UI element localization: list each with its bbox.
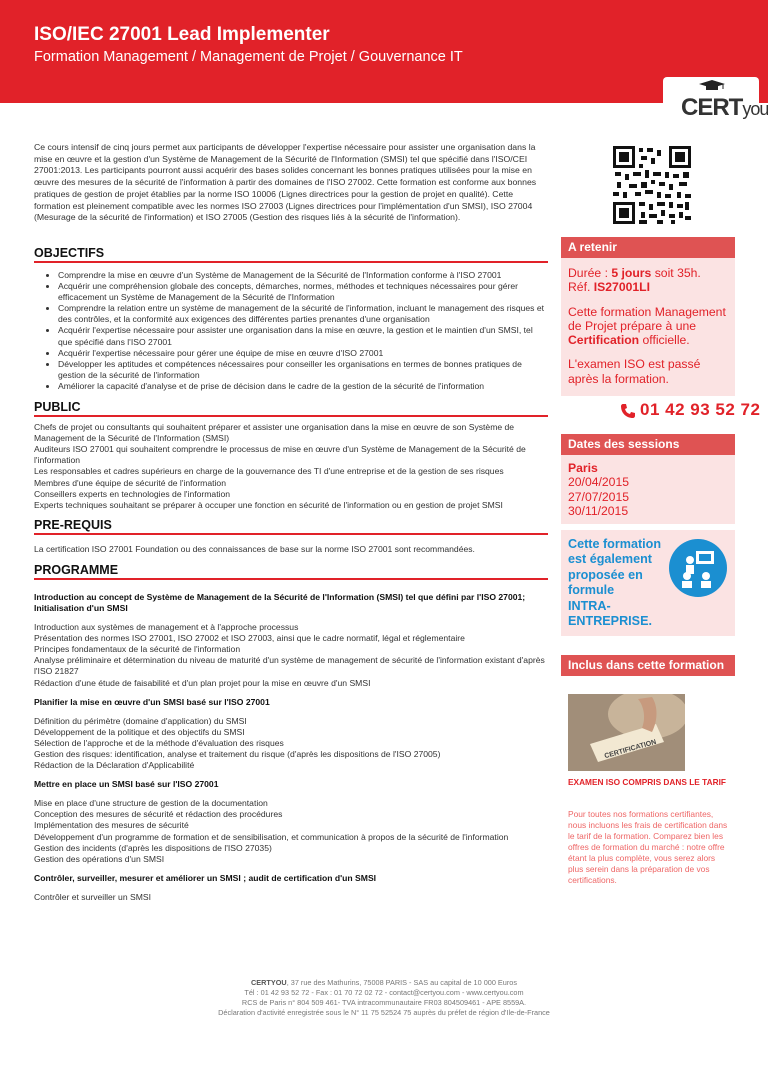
session-city: Paris bbox=[568, 461, 598, 475]
programme-line: Analyse préliminaire et détermination du niveau de maturité d'un système de management de sécurité de l'information existant d'après l'ISO 21827 bbox=[34, 655, 545, 677]
training-group-icon bbox=[668, 538, 728, 598]
page-header bbox=[0, 0, 768, 103]
svg-text:CERTIFICATION: CERTIFICATION bbox=[603, 738, 658, 761]
programme-section-title: Introduction au concept de Système de Management de la Sécurité de l'Information (SMSI) tel que défini par l'ISO 27001; Initialisation d'un SMSI bbox=[34, 591, 526, 613]
retenir-body bbox=[561, 258, 735, 396]
programme-section-title: Planifier la mise en œuvre d'un SMSI basé sur l'ISO 27001 bbox=[34, 696, 270, 707]
main-content bbox=[34, 246, 548, 903]
list-item: • Comprendre la relation entre un système de management de la sécurité de l'information, incluant le management des risques et des contrôles, et la conformité aux exigences des différentes parties prenantes d'une organisation bbox=[58, 303, 548, 325]
objectifs-heading: OBJECTIFS bbox=[34, 246, 548, 263]
programme-line: Gestion des incidents (d'après les dispositions de l'ISO 27035) bbox=[34, 842, 272, 853]
list-item: • Acquérir l'expertise nécessaire pour gérer une équipe de mise en œuvre d'ISO 27001 bbox=[58, 348, 548, 359]
duree-line: Durée : 5 jours soit 35h. bbox=[568, 266, 701, 280]
exam-note: L'examen ISO est passé après la formation. bbox=[568, 357, 701, 386]
course-title: ISO/IEC 27001 Lead Implementer bbox=[34, 24, 330, 45]
programme-line: Rédaction de la Déclaration d'Applicabilité bbox=[34, 760, 195, 771]
session-date[interactable]: 20/04/2015 bbox=[568, 475, 629, 490]
programme-section-title: Mettre en place un SMSI basé sur l'ISO 27001 bbox=[34, 779, 219, 790]
programme-line: Définition du périmètre (domaine d'application) du SMSI bbox=[34, 715, 247, 726]
programme-line: Implémentation des mesures de sécurité bbox=[34, 820, 189, 831]
intra-panel bbox=[561, 530, 735, 636]
phone-icon bbox=[620, 403, 636, 419]
footer-line: RCS de Paris n° 804 509 461- TVA intracommunautaire FR03 804509461 - APE 8559A. bbox=[241, 998, 527, 1007]
inclus-heading: Inclus dans cette formation bbox=[561, 655, 735, 676]
logo-text: CERTyou bbox=[681, 94, 768, 121]
programme-line: Mise en place d'une structure de gestion de la documentation bbox=[34, 798, 268, 809]
inclus-text: Pour toutes nos formations certifiantes, nous incluons les frais de certification dans le tarif de la formation. Comparez bien les offres de formation du marché : notre offre étant la plus complète, vous serez alors plus serein dans la préparation de vos certifications. bbox=[568, 809, 728, 885]
programme-section-title: Contrôler, surveiller, mesurer et améliorer un SMSI ; audit de certification d'un SMSI bbox=[34, 872, 377, 883]
prerequis-heading: PRE-REQUIS bbox=[34, 518, 548, 535]
page-footer bbox=[0, 978, 768, 1018]
graduation-cap-icon bbox=[699, 80, 725, 90]
programme-line: Sélection de l'approche et de la méthode d'évaluation des risques bbox=[34, 737, 284, 748]
prerequis-text: La certification ISO 27001 Foundation ou des connaissances de base sur la norme ISO 27001 sont recommandées. bbox=[34, 543, 475, 554]
list-item: • Acquérir l'expertise nécessaire pour assister une organisation dans la mise en œuvre, la gestion et le maintien d'un SMSI, tel que spécifié dans l'ISO 27001 bbox=[58, 325, 548, 347]
programme-line: Présentation des normes ISO 27001, ISO 27002 et ISO 27003, ainsi que le cadre normatif, légal et réglementaire bbox=[34, 633, 465, 644]
list-item: • Acquérir une compréhension globale des concepts, démarches, normes, méthodes et techniques nécessaires pour gérer efficacement un Système de Management de la Sécurité de l'Information bbox=[58, 281, 548, 303]
programme-line: Rédaction d'une étude de faisabilité et d'un plan projet pour la mise en œuvre d'un SMSI bbox=[34, 677, 371, 688]
public-line: Chefs de projet ou consultants qui souhaitent préparer et assister une organisation dans la mise en œuvre de son Système de Management de la Sécurité de l'Information (SMSI) bbox=[34, 422, 515, 444]
certification-note: Cette formation Management de Projet prépare à une Certification officielle. bbox=[568, 304, 726, 348]
retenir-panel bbox=[561, 237, 735, 396]
list-item: • Développer les aptitudes et compétences nécessaires pour conseiller les organisations en termes de bonnes pratiques de gestion de la sécurité de l'information bbox=[58, 359, 548, 381]
objectifs-list bbox=[34, 270, 548, 392]
footer-line: Tél : 01 42 93 52 72 - Fax : 01 70 72 02 72 - contact@certyou.com - www.certyou.com bbox=[244, 988, 524, 997]
intra-text: Cette formation est également proposée en formule INTRA-ENTREPRISE. bbox=[568, 537, 662, 629]
session-date[interactable]: 27/07/2015 bbox=[568, 489, 629, 504]
programme-line: Développement de la politique et des objectifs du SMSI bbox=[34, 726, 245, 737]
public-line: Auditeurs ISO 27001 qui souhaitent comprendre le processus de mise en œuvre d'un Système de Management de la Sécurité de l'information bbox=[34, 444, 526, 466]
list-item: • Comprendre la mise en œuvre d'un Système de Management de la Sécurité de l'Information conforme à l'ISO 27001 bbox=[58, 270, 548, 281]
programme-line: Développement d'un programme de formation et de sensibilisation, et communication à propos de la sécurité de l'information bbox=[34, 831, 509, 842]
public-line: Membres d'une équipe de sécurité de l'information bbox=[34, 477, 226, 488]
programme-body bbox=[34, 592, 548, 903]
session-date[interactable]: 30/11/2015 bbox=[568, 503, 629, 518]
inclus-title: EXAMEN ISO COMPRIS DANS LE TARIF bbox=[568, 777, 726, 787]
public-list bbox=[34, 422, 548, 511]
sessions-body bbox=[561, 455, 735, 524]
certification-photo bbox=[568, 694, 685, 771]
footer-line: CERTYOU, 37 rue des Mathurins, 75008 PARIS - SAS au capital de 10 000 Euros bbox=[251, 978, 517, 987]
qr-code-icon bbox=[613, 146, 691, 224]
programme-heading: PROGRAMME bbox=[34, 563, 548, 580]
programme-line: Introduction aux systèmes de management et à l'approche processus bbox=[34, 622, 299, 633]
sessions-panel bbox=[561, 434, 735, 524]
ref-line: Réf. IS27001LI bbox=[568, 280, 650, 295]
programme-line: Principes fondamentaux de la sécurité de l'information bbox=[34, 644, 241, 655]
public-line: Experts techniques souhaitant se préparer à occuper une fonction en sécurité de l'information ou en gestion de projet SMSI bbox=[34, 499, 503, 510]
footer-line: Déclaration d'activité enregistrée sous le N° 11 75 52524 75 auprès du préfet de région d'Ile-de-France bbox=[218, 1008, 550, 1017]
programme-line: Conception des mesures de sécurité et rédaction des procédures bbox=[34, 809, 283, 820]
retenir-heading: A retenir bbox=[561, 237, 735, 258]
public-heading: PUBLIC bbox=[34, 400, 548, 417]
programme-line: Gestion des opérations d'un SMSI bbox=[34, 853, 165, 864]
public-line: Les responsables et cadres supérieurs en charge de la gouvernance des TI d'une entreprise et de la gestion de ses risques bbox=[34, 466, 504, 477]
course-subtitle: Formation Management / Management de Projet / Gouvernance IT bbox=[34, 49, 463, 65]
programme-line: Gestion des risques: identification, analyse et traitement du risque (d'après les dispositions de l'ISO 27005) bbox=[34, 749, 441, 759]
programme-line: Contrôler et surveiller un SMSI bbox=[34, 891, 152, 902]
certyou-logo bbox=[663, 77, 768, 131]
sessions-heading: Dates des sessions bbox=[561, 434, 735, 455]
inclus-panel bbox=[561, 655, 735, 676]
intro-paragraph: Ce cours intensif de cinq jours permet aux participants de développer l'expertise nécessaire pour assister une organisation dans la mise en œuvre et la gestion d'un Système de Management de la Sécurité de l'Information (SMSI) tel que spécifié dans l'ISO/CEI 27001:2013. Les participants pourront aussi acquérir des bases solides concernant les bonnes pratiques utilisées pour la mise en œuvre des mesures de la sécurité de l'information à partir des domaines de l'ISO 27002. Cette formation est conforme aux bonnes pratiques de gestion de projet établies par la norme ISO 10006 (Lignes directrices pour la gestion de projet en qualité). Cette formation est pleinement compatible avec les normes ISO 27003 (Lignes directrices pour l'implémentation d'un SMSI), ISO 27004 (Mesurage de la sécurité de l'information) et ISO 27005 (Gestion des risques liés à la sécurité de l'information). bbox=[34, 142, 537, 223]
public-line: Conseillers experts en technologies de l'information bbox=[34, 488, 231, 499]
list-item: • Améliorer la capacité d'analyse et de prise de décision dans le cadre de la gestion de la sécurité de l'information bbox=[58, 381, 548, 392]
